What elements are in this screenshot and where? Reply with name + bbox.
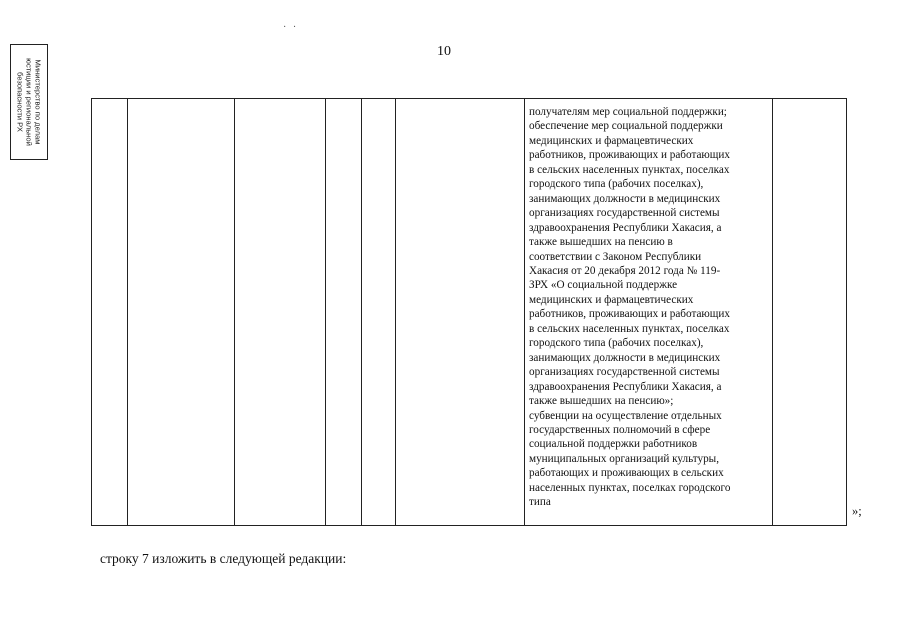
- stamp-line: юстиции и региональной: [24, 58, 34, 146]
- table-cell-empty: [396, 99, 525, 526]
- cell-text-line: организациях государственной системы: [529, 366, 720, 379]
- stamp-line: Министерство по делам: [33, 59, 43, 145]
- cell-text-line: в сельских населенных пунктах, поселках: [529, 322, 730, 335]
- cell-text-line: субвенции на осуществление отдельных: [529, 409, 722, 422]
- cell-text-line: населенных пунктах, поселках городского: [529, 481, 731, 494]
- cell-text-line: работников, проживающих и работающих: [529, 149, 730, 162]
- cell-text-line: обеспечение мер социальной поддержки: [529, 120, 723, 133]
- cell-text-line: городского типа (рабочих поселках),: [529, 337, 704, 350]
- cell-text-line: медицинских и фармацевтических: [529, 134, 694, 147]
- ministry-stamp: [10, 44, 48, 160]
- cell-text-line: соответствии с Законом Республики: [529, 250, 702, 263]
- cell-text-line: государственных полномочий в сфере: [529, 423, 711, 436]
- scan-artifact-mark: · ·: [283, 22, 299, 33]
- cell-text-line: здравоохранения Республики Хакасия, а: [529, 221, 722, 234]
- cell-text-line: работающих и проживающих в сельских: [529, 467, 724, 480]
- cell-text-line: типа: [529, 496, 551, 509]
- table-cell-empty: [362, 99, 396, 526]
- table-cell-empty: [128, 99, 235, 526]
- cell-text-line: здравоохранения Республики Хакасия, а: [529, 380, 722, 393]
- cell-text-line: занимающих должности в медицинских: [529, 192, 721, 205]
- closing-quote-mark: »;: [852, 504, 862, 518]
- cell-text-block: [529, 105, 769, 510]
- cell-text-line: также вышедших на пенсию в: [529, 236, 673, 249]
- table-cell-empty: [326, 99, 362, 526]
- cell-text-line: работников, проживающих и работающих: [529, 308, 730, 321]
- page-number: 10: [437, 44, 451, 59]
- table-cell-text: [525, 99, 773, 526]
- cell-text-line: Хакасия от 20 декабря 2012 года № 119-: [529, 264, 721, 277]
- table-cell-empty: [92, 99, 128, 526]
- cell-text-line: ЗРХ «О социальной поддержке: [529, 279, 678, 292]
- cell-text-line: организациях государственной системы: [529, 207, 720, 220]
- cell-text-line: городского типа (рабочих поселках),: [529, 178, 704, 191]
- cell-text-line: получателям мер социальной поддержки;: [529, 106, 727, 118]
- table-cell-empty: [235, 99, 326, 526]
- cell-text-line: в сельских населенных пунктах, поселках: [529, 163, 730, 176]
- stamp-line: безопасности РХ: [15, 72, 25, 132]
- cell-text-line: социальной поддержки работников: [529, 438, 698, 451]
- table-row: [92, 99, 847, 526]
- cell-text-line: занимающих должности в медицинских: [529, 351, 721, 364]
- table-cell-empty: [773, 99, 847, 526]
- cell-text-line: муниципальных организаций культуры,: [529, 452, 719, 465]
- cell-text-line: также вышедших на пенсию»;: [529, 395, 674, 408]
- instruction-text: строку 7 изложить в следующей редакции:: [100, 551, 347, 566]
- continuation-table: [91, 98, 847, 526]
- cell-text-line: медицинских и фармацевтических: [529, 293, 694, 306]
- stamp-text: [16, 46, 43, 158]
